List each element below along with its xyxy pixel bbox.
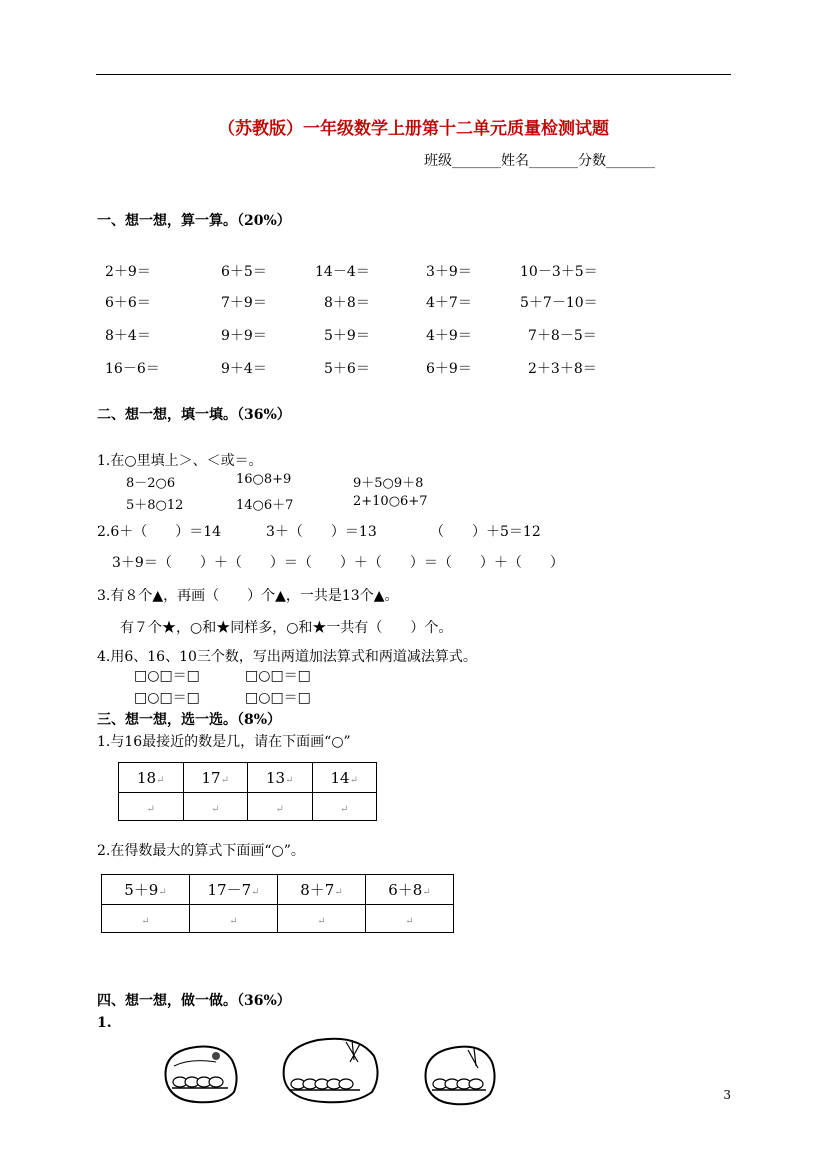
answer-cell[interactable]: ↵ [366, 905, 454, 933]
calc-item: 6＋6＝ [105, 295, 151, 311]
basket-illustration-1 [160, 1040, 240, 1106]
answer-cell[interactable]: ↵ [102, 905, 190, 933]
calc-item: 8＋4＝ [105, 328, 151, 344]
calc-item: 2＋9＝ [105, 264, 151, 280]
answer-box-template: □○□＝□ [245, 668, 311, 684]
table-cell: 5＋9↵ [102, 875, 190, 905]
table-cell: 13↵ [248, 763, 313, 793]
compare-item: 16○8+9 [236, 472, 292, 487]
student-info-line: 班级_______姓名_______分数_______ [424, 153, 655, 169]
calc-item: 4＋9＝ [426, 328, 472, 344]
answer-box-template: □○□＝□ [134, 668, 200, 684]
calc-item: 5＋9＝ [324, 328, 370, 344]
answer-cell[interactable]: ↵ [248, 793, 313, 821]
compare-item: 2+10○6+7 [353, 494, 428, 509]
calc-item: 6＋5＝ [221, 264, 267, 280]
compare-item: 5＋8○12 [126, 498, 184, 513]
calc-item: 3＋9＝ [426, 264, 472, 280]
answer-cell[interactable]: ↵ [278, 905, 366, 933]
calc-item: 7＋8－5＝ [528, 328, 597, 344]
calc-item: 16－6＝ [105, 361, 160, 377]
table-cell: 8＋7↵ [278, 875, 366, 905]
table-cell: 6＋8↵ [366, 875, 454, 905]
calc-item: 7＋9＝ [221, 295, 267, 311]
calc-item: 10－3＋5＝ [520, 264, 598, 280]
calc-item: 6＋9＝ [426, 361, 472, 377]
answer-cell[interactable]: ↵ [119, 793, 184, 821]
calc-item: 4＋7＝ [426, 295, 472, 311]
answer-box-template: □○□＝□ [245, 690, 311, 706]
section4-heading: 四、想一想，做一做。（36%） [97, 993, 291, 1009]
calc-item: 5＋7－10＝ [520, 295, 598, 311]
answer-cell[interactable]: ↵ [190, 905, 278, 933]
calc-item: 5＋6＝ [324, 361, 370, 377]
nearest-number-table [118, 762, 377, 821]
header-rule [96, 74, 731, 75]
answer-box-template: □○□＝□ [134, 690, 200, 706]
question-2-2-b: 3＋（ ）＝13 [266, 524, 377, 540]
section1-heading: 一、想一想，算一算。（20%） [97, 213, 291, 229]
question-2-3: 3.有８个▲，再画（ ）个▲，一共是13个▲。 [97, 588, 399, 604]
question-2-2-chain: 3＋9＝（ ）＋（ ）＝（ ）＋（ ）＝（ ）＋（ ） [112, 555, 564, 571]
answer-cell[interactable]: ↵ [312, 793, 377, 821]
page-number: 3 [723, 1088, 731, 1102]
answer-cell[interactable]: ↵ [183, 793, 248, 821]
table-cell: 17↵ [183, 763, 248, 793]
section2-heading: 二、想一想，填一填。（36%） [97, 407, 291, 423]
table-cell: 18↵ [119, 763, 184, 793]
question-2-4: 4.用6、16、10三个数，写出两道加法算式和两道减法算式。 [97, 649, 477, 665]
page-title: （苏教版）一年级数学上册第十二单元质量检测试题 [218, 119, 609, 139]
calc-item: 8＋8＝ [324, 295, 370, 311]
question-2-2-c: （ ）＋5＝12 [430, 524, 541, 540]
question-4-1: 1. [97, 1015, 112, 1031]
basket-illustration-3 [420, 1040, 498, 1108]
calc-item: 9＋4＝ [221, 361, 267, 377]
question-2-2-a: 2.6＋（ ）＝14 [97, 524, 222, 540]
calc-item: 2＋3＋8＝ [528, 361, 597, 377]
question-2-3-b: 有７个★，○和★同样多，○和★一共有（ ）个。 [120, 620, 453, 636]
compare-item: 9＋5○9＋8 [353, 476, 424, 491]
compare-item: 8－2○6 [126, 476, 176, 491]
calc-item: 9＋9＝ [221, 328, 267, 344]
basket-illustration-2 [276, 1032, 382, 1106]
table-cell: 14↵ [312, 763, 377, 793]
question-3-1: 1.与16最接近的数是几，请在下面画“○” [97, 734, 351, 750]
calc-item: 14－4＝ [315, 264, 370, 280]
question-3-2: 2.在得数最大的算式下面画“○”。 [97, 843, 305, 859]
table-cell: 17－7↵ [190, 875, 278, 905]
question-2-1: 1.在○里填上＞、＜或＝。 [97, 453, 263, 469]
compare-item: 14○6＋7 [236, 498, 294, 513]
largest-result-table [101, 874, 454, 933]
section3-heading: 三、想一想，选一选。（8%） [97, 712, 282, 728]
